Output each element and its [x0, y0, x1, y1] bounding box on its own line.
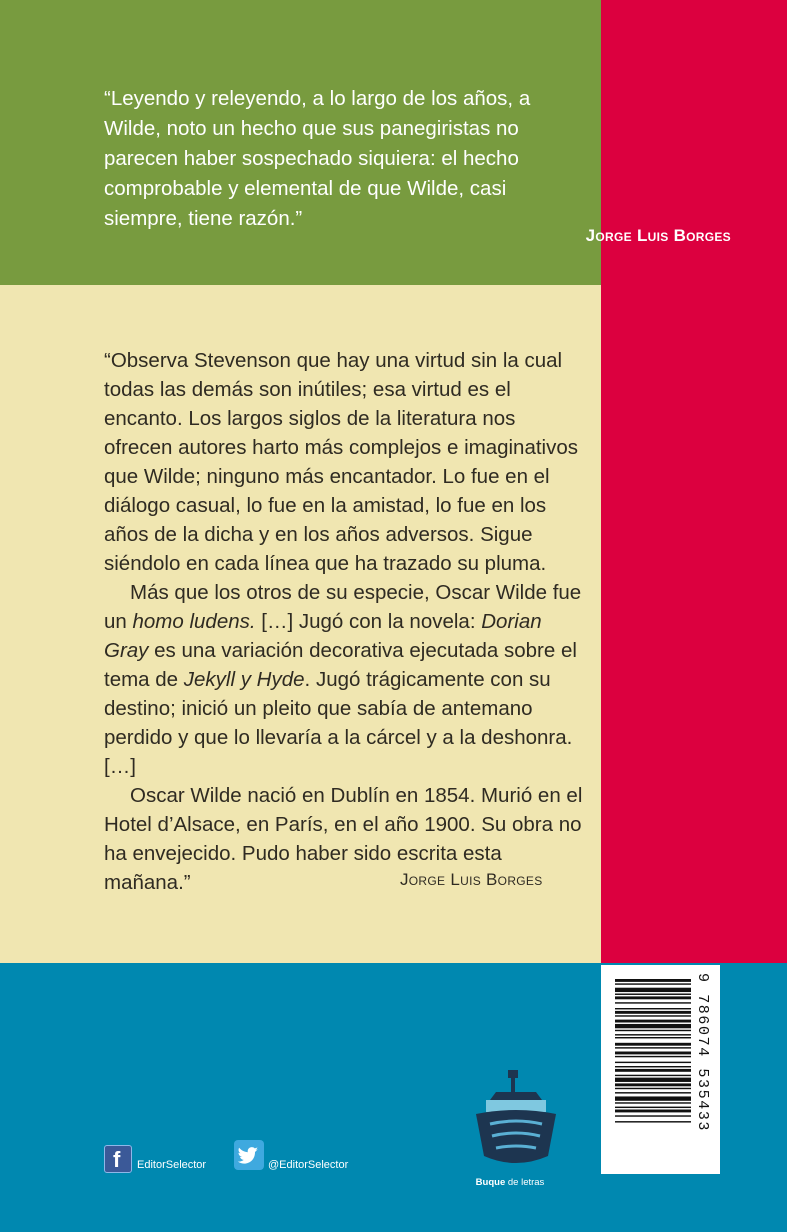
- barcode-bar: [615, 1034, 691, 1035]
- facebook-f-glyph: f: [113, 1147, 121, 1172]
- barcode-bar: [615, 983, 691, 984]
- barcode-bar: [615, 1110, 691, 1113]
- top-quote-text: “Leyendo y releyendo, a lo largo de los años, a Wilde, noto un hecho que sus panegiristas no parecen haber sospechado siquiera: el hecho comprobable y elemental de que Wilde, casi siempre, tiene razón.”: [104, 87, 531, 230]
- main-quote-paragraph-3: Oscar Wilde nació en Dublín en 1854. Murió en el Hotel d’Alsace, en París, en el año 1900. Su obra no ha envejecido. Pudo haber sido escrita esta mañana.”: [104, 784, 583, 894]
- publisher-logo-caption: [470, 1177, 550, 1188]
- barcode-bar: [615, 1121, 691, 1122]
- facebook-handle[interactable]: EditorSelector: [137, 1159, 207, 1171]
- text-run: Más que los otros de su especie, Oscar Wilde fue un: [104, 581, 582, 633]
- barcode-bar: [615, 1020, 691, 1023]
- buque-de-letras-ship-icon: [476, 1066, 556, 1176]
- logo-caption-rest: de letras: [505, 1177, 545, 1188]
- barcode-bar: [615, 1002, 691, 1003]
- main-quote-author: Jorge Luis Borges: [400, 870, 543, 889]
- facebook-icon[interactable]: [104, 1145, 132, 1173]
- barcode-bar: [615, 979, 691, 982]
- logo-caption-bold: Buque: [475, 1177, 506, 1188]
- text-run: . Jugó trágicamente con su destino; inició un pleito que sabía de antemano perdido y que lo llevaría a la cárcel y a la deshonra. […]: [104, 668, 573, 778]
- barcode-bar: [615, 1052, 691, 1055]
- barcode-bar: [615, 1088, 691, 1089]
- barcode-bar: [615, 1102, 691, 1103]
- italic-run: Jekyll y Hyde: [183, 668, 305, 691]
- barcode-bar: [615, 1069, 691, 1072]
- barcode-bar: [615, 1011, 691, 1014]
- text-run: es una variación decorativa ejecutada sobre el tema de: [104, 639, 577, 691]
- text-run: […] Jugó con la novela:: [255, 610, 482, 633]
- barcode-bar: [615, 1096, 691, 1100]
- barcode-bar: [615, 1037, 691, 1038]
- barcode-bar: [615, 1047, 691, 1048]
- barcode-bar: [615, 1015, 691, 1016]
- barcode-digits: 9 786074 535433: [694, 973, 711, 1133]
- barcode-bar: [615, 1056, 691, 1057]
- main-quote-paragraph-1: “Observa Stevenson que hay una virtud sin la cual todas las demás son inútiles; esa virtud es el encanto. Los largos siglos de la literatura nos ofrecen autores harto más complejos e imaginativos que Wilde; ninguno más encantador. Lo fue en el diálogo casual, lo fue en la amistad, lo fue en los años de la dicha y en los años adversos. Sigue siéndolo en cada línea que ha trazado su pluma.: [104, 349, 579, 575]
- red-spine-panel: [601, 0, 787, 963]
- barcode-bar: [615, 1078, 691, 1082]
- barcode-bar: [615, 1066, 691, 1067]
- isbn-barcode: [601, 965, 720, 1174]
- barcode-bar: [615, 996, 691, 999]
- main-quote: [104, 346, 584, 897]
- top-quote: [104, 84, 584, 234]
- main-quote-paragraph-2: [104, 578, 584, 781]
- barcode-bar: [615, 1030, 691, 1031]
- twitter-bird-icon[interactable]: [234, 1140, 264, 1170]
- top-quote-author: Jorge Luis Borges: [585, 226, 731, 245]
- barcode-bar: [615, 1107, 691, 1108]
- barcode-bar: [615, 1062, 691, 1063]
- barcode-bar: [615, 1024, 691, 1028]
- twitter-bird-glyph: [234, 1140, 264, 1170]
- italic-run: Dorian Gray: [104, 610, 542, 662]
- barcode-bar: [615, 1008, 691, 1009]
- barcode-bar: [615, 988, 691, 992]
- twitter-handle[interactable]: @EditorSelector: [268, 1159, 349, 1171]
- barcode-bar: [615, 994, 691, 995]
- barcode-bar: [615, 1092, 691, 1093]
- barcode-bar: [615, 1115, 691, 1116]
- italic-run: homo ludens.: [132, 610, 256, 633]
- barcode-bar: [615, 1075, 691, 1076]
- barcode-bar: [615, 1043, 691, 1046]
- barcode-bar: [615, 1083, 691, 1086]
